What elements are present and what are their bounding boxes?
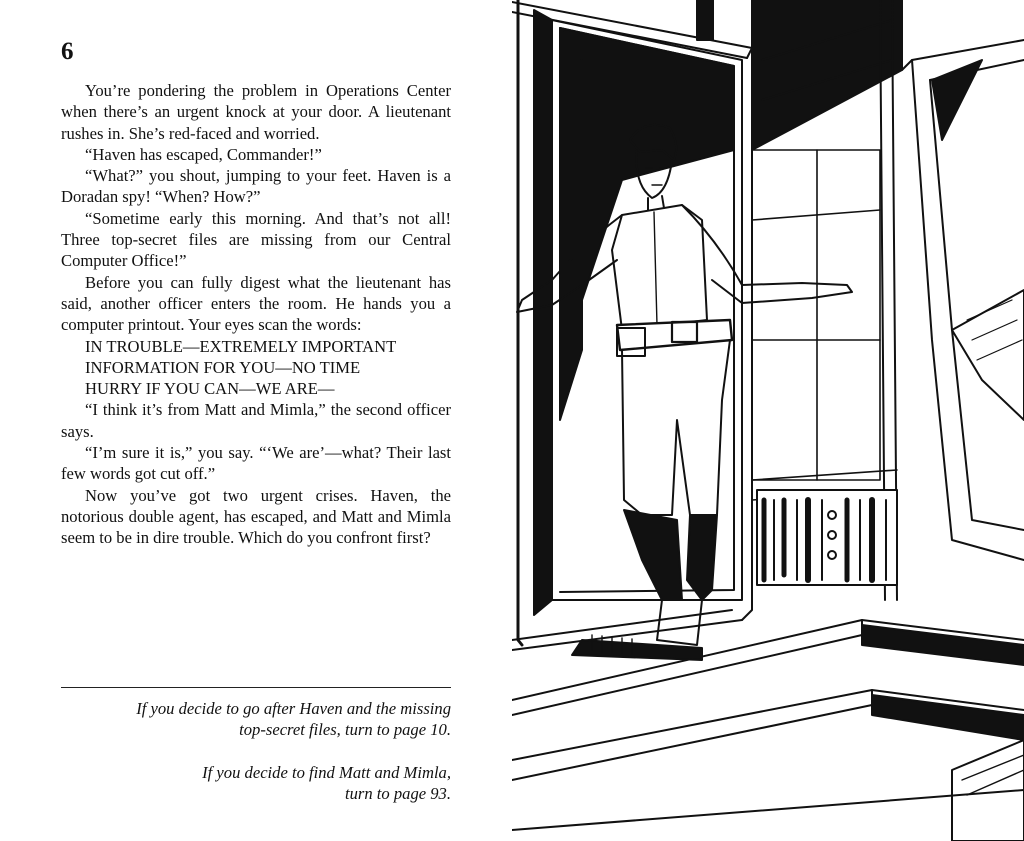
story-text — [61, 80, 451, 549]
choice-page-93 — [61, 762, 451, 805]
window-panel — [902, 0, 1024, 560]
choice-line: If you decide to find Matt and Mimla, — [202, 763, 451, 782]
control-panel — [757, 490, 897, 585]
story-paragraph: You’re pondering the problem in Operations Center when there’s an urgent knock at your door. A lieutenant rushes in. She’s red-faced and worried. — [61, 81, 451, 143]
story-paragraph: “Haven has escaped, Commander!” — [85, 144, 322, 164]
printout-line: IN TROUBLE—EXTREMELY IMPORTANT — [85, 336, 397, 356]
story-paragraph: “Sometime early this morning. And that’s not all! Three top-secret files are missing from our Central Computer Office!” — [61, 208, 451, 271]
printout-line: HURRY IF YOU CAN—WE ARE— — [85, 379, 335, 399]
choice-line: turn to page 93. — [344, 784, 451, 804]
story-paragraph: “I think it’s from Matt and Mimla,” the second officer says. — [61, 400, 451, 441]
illustration — [512, 0, 1024, 841]
divider-rule — [61, 687, 451, 688]
page-number: 6 — [61, 38, 74, 65]
printout-line: INFORMATION FOR YOU—NO TIME — [85, 357, 361, 377]
choice-line: top-secret files, turn to page 10. — [239, 720, 451, 740]
door-shadow — [560, 28, 734, 330]
story-paragraph: “I’m sure it is,” you say. “‘We are’—what? Their last few words got cut off.” — [61, 443, 451, 484]
story-paragraph: “What?” you shout, jumping to your feet. Haven is a Doradan spy! “When? How?” — [61, 166, 451, 207]
story-paragraph: Now you’ve got two urgent crises. Haven, the notorious double agent, has escaped, and Matt and Mimla seem to be in dire trouble. Which do you confront first? — [61, 485, 451, 548]
choice-line: If you decide to go after Haven and the missing — [136, 699, 451, 718]
choice-page-10 — [61, 698, 451, 741]
wall-panels — [752, 150, 897, 500]
story-paragraph: Before you can fully digest what the lieutenant has said, another officer enters the room. He hands you a computer printout. Your eyes scan the words: — [61, 272, 451, 335]
